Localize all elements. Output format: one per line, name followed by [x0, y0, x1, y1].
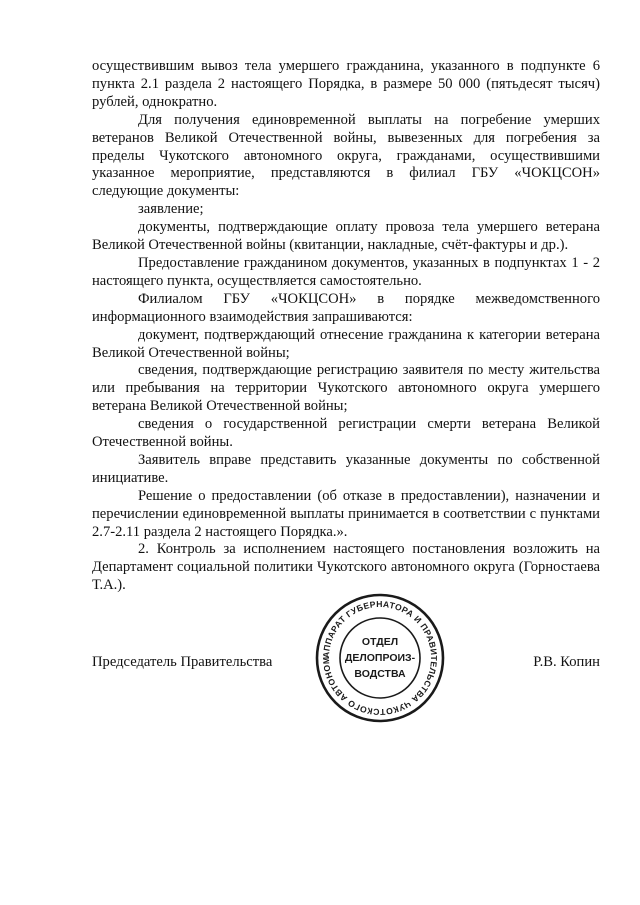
signatory-name: Р.В. Копин	[533, 654, 600, 670]
paragraph-interagency-request: Филиалом ГБУ «ЧОКЦСОН» в порядке межведомственного информационного взаимодействия запрашиваются:	[92, 290, 600, 325]
official-stamp	[314, 592, 446, 724]
paragraph-documents-intro: Для получения единовременной выплаты на погребение умерших ветеранов Великой Отечественной войны, вывезенных для погребения за пределы Чукотского автономного округа, гражданами, осуществившими указанное мероприятие, представляются в филиал ГБУ «ЧОКЦСОН» следующие документы:	[92, 111, 600, 200]
list-item-veteran-category: документ, подтверждающий отнесение гражданина к категории ветерана Великой Отечественной войны;	[92, 326, 600, 361]
svg-text:ВОДСТВА: ВОДСТВА	[354, 668, 406, 680]
list-item-application: заявление;	[138, 201, 204, 218]
stamp-seal-icon	[314, 592, 446, 724]
svg-text:ДЕЛОПРОИЗ-: ДЕЛОПРОИЗ-	[344, 652, 416, 664]
list-item-residence-registration: сведения, подтверждающие регистрацию заявителя по месту жительства или пребывания на территории Чукотского автономного округа умершего ветерана Великой Отечественной войны;	[92, 362, 600, 415]
document-body	[92, 58, 600, 595]
list-item-death-registration: сведения о государственной регистрации смерти ветерана Великой Отечественной войны.	[92, 416, 600, 451]
paragraph-decision: Решение о предоставлении (об отказе в предоставлении), назначении и перечислении единовременной выплаты принимается в соответствии с пунктами 2.7-2.11 раздела 2 настоящего Порядка.».	[92, 487, 600, 540]
svg-text:АППАРАТ ГУБЕРНАТОРА И ПРАВИТЕЛ: АППАРАТ ГУБЕРНАТОРА И ПРАВИТЕЛЬСТВА ЧУКОТСКОГО АВТОНОМ	[320, 598, 440, 718]
list-item-payment-documents: документы, подтверждающие оплату провоза тела умершего ветерана Великой Отечественной войны (квитанции, накладные, счёт-фактуры и др.).	[92, 219, 600, 254]
paragraph-continuation: осуществившим вывоз тела умершего гражданина, указанного в подпункте 6 пункта 2.1 раздела 2 настоящего Порядка, в размере 50 000 (пятьдесят тысяч) рублей, однократно.	[92, 58, 600, 110]
paragraph-self-submission: Предоставление гражданином документов, указанных в подпунктах 1 - 2 настоящего пункта, осуществляется самостоятельно.	[92, 254, 600, 289]
signatory-title: Председатель Правительства	[92, 654, 273, 670]
svg-text:ОТДЕЛ: ОТДЕЛ	[361, 636, 399, 648]
paragraph-control-clause: 2. Контроль за исполнением настоящего постановления возложить на Департамент социальной политики Чукотского автономного округа (Горностаева Т.А.).	[92, 541, 600, 594]
paragraph-own-initiative: Заявитель вправе представить указанные документы по собственной инициативе.	[92, 451, 600, 486]
